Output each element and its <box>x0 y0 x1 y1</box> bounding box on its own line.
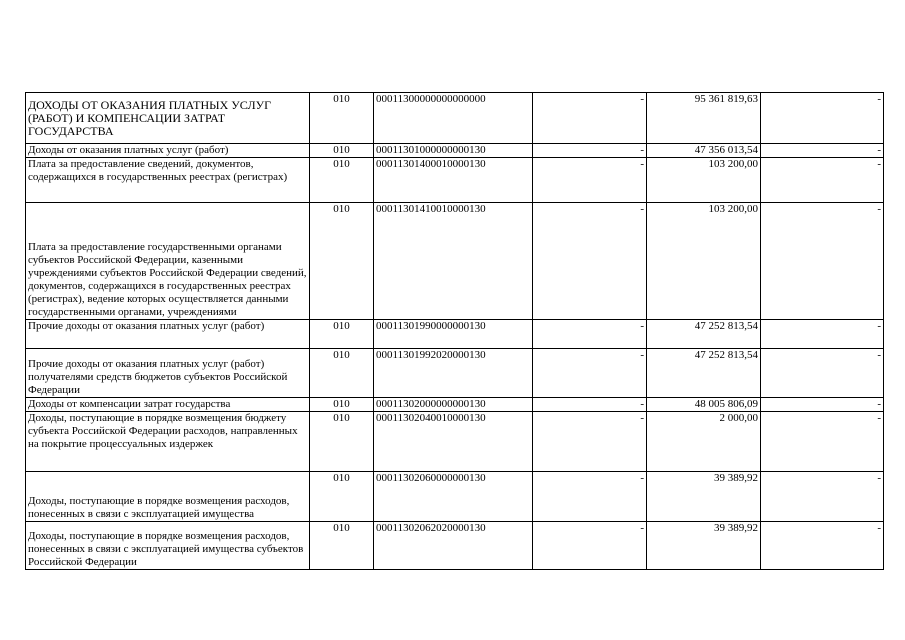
line-code: 010 <box>310 158 374 203</box>
line-code: 010 <box>310 320 374 349</box>
executed-value: 47 356 013,54 <box>647 144 761 158</box>
line-code: 010 <box>310 472 374 522</box>
kbk-code: 00011302060000000130 <box>374 472 533 522</box>
executed-value: 39 389,92 <box>647 522 761 570</box>
line-code: 010 <box>310 144 374 158</box>
table-row <box>26 398 884 412</box>
kbk-code: 00011300000000000000 <box>374 93 533 144</box>
kbk-code: 00011301410010000130 <box>374 203 533 320</box>
kbk-code: 00011302000000000130 <box>374 398 533 412</box>
executed-value: 48 005 806,09 <box>647 398 761 412</box>
table-row <box>26 320 884 349</box>
not-executed-value: - <box>761 398 884 412</box>
approved-value: - <box>533 320 647 349</box>
table-row <box>26 158 884 203</box>
table-row <box>26 472 884 522</box>
approved-value: - <box>533 93 647 144</box>
table-row <box>26 144 884 158</box>
row-name: Прочие доходы от оказания платных услуг (работ) <box>26 320 310 349</box>
not-executed-value: - <box>761 349 884 398</box>
table-row <box>26 203 884 320</box>
not-executed-value: - <box>761 158 884 203</box>
row-name: Доходы, поступающие в порядке возмещения бюджету субъекта Российской Федерации расходов, направленных на покрытие процессуальных издержек <box>26 412 310 472</box>
kbk-code: 00011301992020000130 <box>374 349 533 398</box>
row-name: Доходы, поступающие в порядке возмещения расходов, понесенных в связи с эксплуатацией имущества <box>26 472 310 522</box>
approved-value: - <box>533 158 647 203</box>
row-name: Доходы, поступающие в порядке возмещения расходов, понесенных в связи с эксплуатацией имущества субъектов Российской Федерации <box>26 522 310 570</box>
table-row <box>26 412 884 472</box>
executed-value: 103 200,00 <box>647 203 761 320</box>
kbk-code: 00011301000000000130 <box>374 144 533 158</box>
kbk-code: 00011301990000000130 <box>374 320 533 349</box>
executed-value: 103 200,00 <box>647 158 761 203</box>
not-executed-value: - <box>761 144 884 158</box>
table-row <box>26 349 884 398</box>
executed-value: 47 252 813,54 <box>647 320 761 349</box>
table-row <box>26 93 884 144</box>
approved-value: - <box>533 398 647 412</box>
not-executed-value: - <box>761 472 884 522</box>
table-row <box>26 522 884 570</box>
line-code: 010 <box>310 349 374 398</box>
not-executed-value: - <box>761 522 884 570</box>
kbk-code: 00011301400010000130 <box>374 158 533 203</box>
executed-value: 2 000,00 <box>647 412 761 472</box>
kbk-code: 00011302040010000130 <box>374 412 533 472</box>
line-code: 010 <box>310 398 374 412</box>
line-code: 010 <box>310 412 374 472</box>
approved-value: - <box>533 349 647 398</box>
row-name: ДОХОДЫ ОТ ОКАЗАНИЯ ПЛАТНЫХ УСЛУГ (РАБОТ) И КОМПЕНСАЦИИ ЗАТРАТ ГОСУДАРСТВА <box>26 93 310 144</box>
executed-value: 39 389,92 <box>647 472 761 522</box>
row-name: Плата за предоставление сведений, документов, содержащихся в государственных реестрах (регистрах) <box>26 158 310 203</box>
row-name: Доходы от компенсации затрат государства <box>26 398 310 412</box>
not-executed-value: - <box>761 93 884 144</box>
approved-value: - <box>533 203 647 320</box>
kbk-code: 00011302062020000130 <box>374 522 533 570</box>
approved-value: - <box>533 144 647 158</box>
not-executed-value: - <box>761 412 884 472</box>
approved-value: - <box>533 472 647 522</box>
line-code: 010 <box>310 522 374 570</box>
line-code: 010 <box>310 203 374 320</box>
revenue-table <box>25 92 884 570</box>
executed-value: 95 361 819,63 <box>647 93 761 144</box>
not-executed-value: - <box>761 320 884 349</box>
approved-value: - <box>533 412 647 472</box>
row-name: Прочие доходы от оказания платных услуг (работ) получателями средств бюджетов субъектов Российской Федерации <box>26 349 310 398</box>
executed-value: 47 252 813,54 <box>647 349 761 398</box>
row-name: Плата за предоставление государственными органами субъектов Российской Федерации, казенными учреждениями субъектов Российской Федерации сведений, документов, содержащихся в государственных реестрах (регистрах), ведение которых осуществляется данными государственными органами, учреждениями <box>26 203 310 320</box>
row-name: Доходы от оказания платных услуг (работ) <box>26 144 310 158</box>
line-code: 010 <box>310 93 374 144</box>
approved-value: - <box>533 522 647 570</box>
not-executed-value: - <box>761 203 884 320</box>
